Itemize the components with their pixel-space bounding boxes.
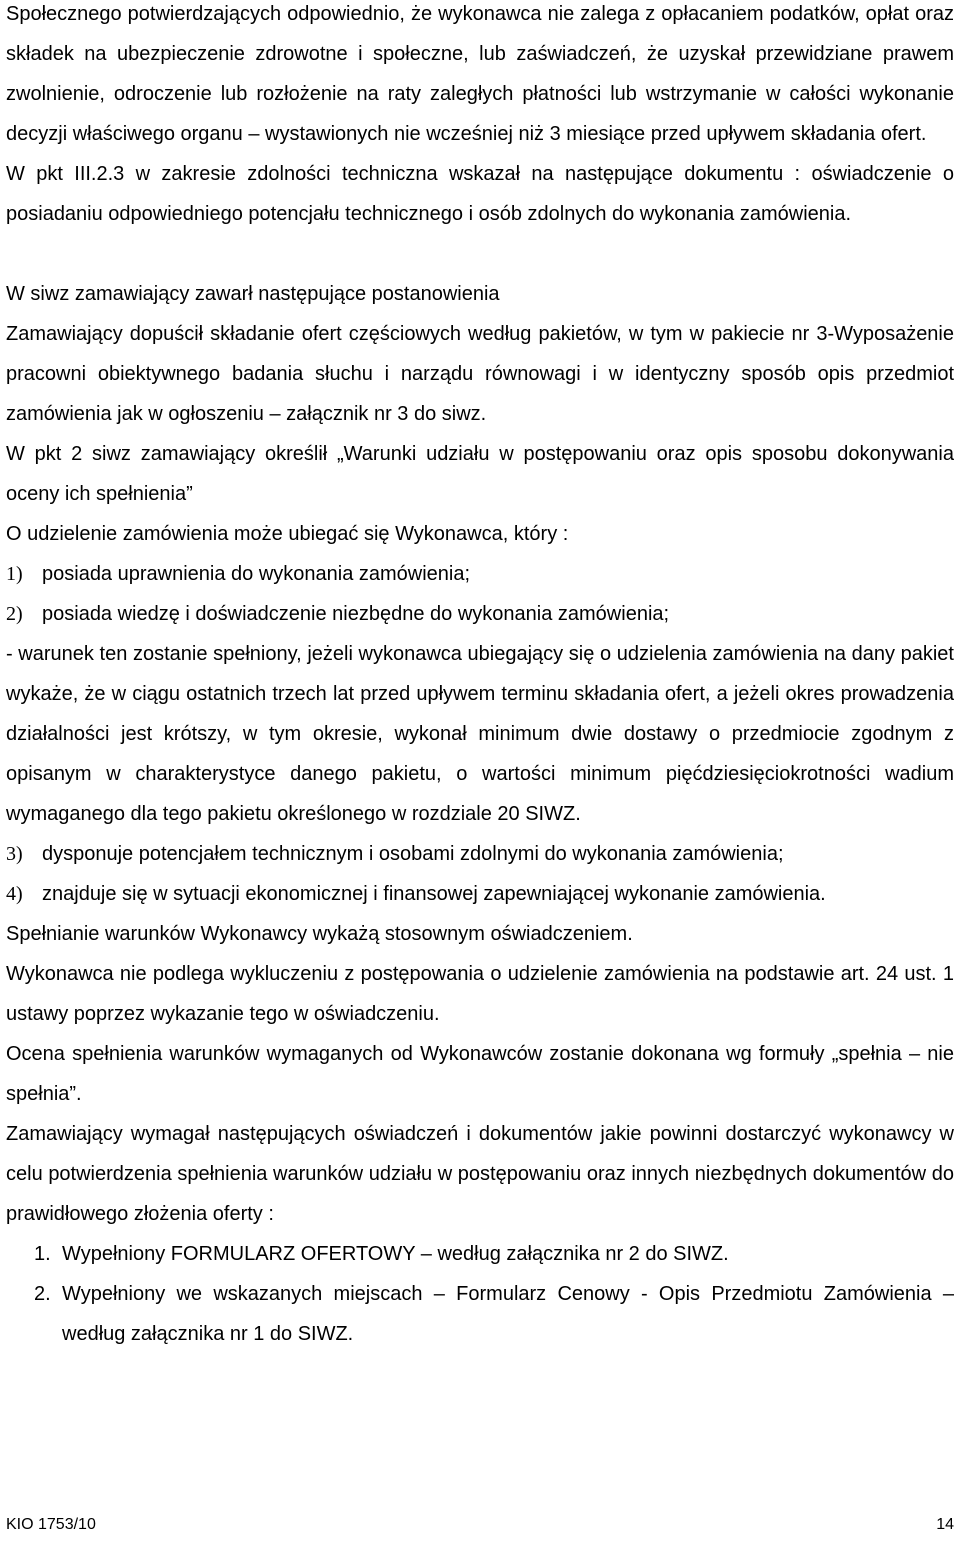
paragraph: Wykonawca nie podlega wykluczeniu z postępowania o udzielenie zamówienia na podstawie art. 24 ust. 1 ustawy poprzez wykazanie tego w oświadczeniu.: [6, 963, 954, 1025]
paragraph: W pkt III.2.3 w zakresie zdolności techniczna wskazał na następujące dokumentu : oświadczenie o posiadaniu odpowiedniego potencjału technicznego i osób zdolnych do wykonania zamówienia.: [6, 163, 954, 225]
list-item-text: Wypełniony FORMULARZ OFERTOWY – według załącznika nr 2 do SIWZ.: [62, 1243, 729, 1265]
list-item: [6, 594, 954, 634]
paragraph: Zamawiający wymagał następujących oświadczeń i dokumentów jakie powinni dostarczyć wykonawcy w celu potwierdzenia spełnienia warunków udziału w postępowaniu oraz innych niezbędnych dokumentów do prawidłowego złożenia oferty :: [6, 1123, 954, 1225]
document-body: [6, 0, 954, 1354]
paragraph: O udzielenie zamówienia może ubiegać się Wykonawca, który :: [6, 523, 569, 545]
numbered-list-item: [6, 1234, 954, 1274]
list-number: 3): [6, 843, 23, 865]
paragraph: Ocena spełnienia warunków wymaganych od Wykonawców zostanie dokonana wg formuły „spełnia – nie spełnia”.: [6, 1043, 954, 1105]
list-number: 4): [6, 883, 23, 905]
list-number: 1.: [34, 1243, 51, 1265]
list-item: [6, 554, 954, 594]
list-item-text: posiada uprawnienia do wykonania zamówienia;: [42, 563, 471, 585]
paragraph-gap: [6, 234, 954, 274]
list-item-text: Wypełniony we wskazanych miejscach – Formularz Cenowy - Opis Przedmiotu Zamówienia – według załącznika nr 1 do SIWZ.: [62, 1283, 954, 1345]
numbered-list-item: [6, 1274, 954, 1354]
list-item: [6, 874, 954, 914]
paragraph: Spełnianie warunków Wykonawcy wykażą stosownym oświadczeniem.: [6, 923, 633, 945]
list-item: [6, 834, 954, 874]
paragraph: W siwz zamawiający zawarł następujące postanowienia: [6, 283, 500, 305]
list-item-text: dysponuje potencjałem technicznym i osobami zdolnymi do wykonania zamówienia;: [42, 843, 784, 865]
list-number: 2): [6, 603, 23, 625]
paragraph: Społecznego potwierdzających odpowiednio, że wykonawca nie zalega z opłacaniem podatków, opłat oraz składek na ubezpieczenie zdrowotne i społeczne, lub zaświadczeń, że uzyskał przewidziane prawem zwolnienie, odroczenie lub rozłożenie na raty zaległych płatności lub wstrzymanie w całości wykonanie decyzji właściwego organu – wystawionych nie wcześniej niż 3 miesiące przed upływem składania ofert.: [6, 3, 954, 145]
page-number: 14: [936, 1516, 954, 1533]
case-number: KIO 1753/10: [6, 1516, 96, 1533]
list-item-text: posiada wiedzę i doświadczenie niezbędne do wykonania zamówienia;: [42, 603, 670, 625]
list-number: 2.: [34, 1283, 51, 1305]
paragraph: Zamawiający dopuścił składanie ofert częściowych według pakietów, w tym w pakiecie nr 3-Wyposażenie pracowni obiektywnego badania słuchu i narządu równowagi i w identyczny sposób opis przedmiot zamówienia jak w ogłoszeniu – załącznik nr 3 do siwz.: [6, 323, 954, 425]
paragraph: W pkt 2 siwz zamawiający określił „Warunki udziału w postępowaniu oraz opis sposobu dokonywania oceny ich spełnienia”: [6, 443, 954, 505]
paragraph: - warunek ten zostanie spełniony, jeżeli wykonawca ubiegający się o udzielenia zamówienia na dany pakiet wykaże, że w ciągu ostatnich trzech lat przed upływem terminu składania ofert, a jeżeli okres prowadzenia działalności jest krótszy, w tym okresie, wykonał minimum dwie dostawy o przedmiocie zgodnym z opisanym w charakterystyce danego pakietu, o wartości minimum pięćdziesięciokrotności wadium wymaganego dla tego pakietu określonego w rozdziale 20 SIWZ.: [6, 643, 954, 825]
list-number: 1): [6, 563, 23, 585]
list-item-text: znajduje się w sytuacji ekonomicznej i finansowej zapewniającej wykonanie zamówienia.: [42, 883, 826, 905]
